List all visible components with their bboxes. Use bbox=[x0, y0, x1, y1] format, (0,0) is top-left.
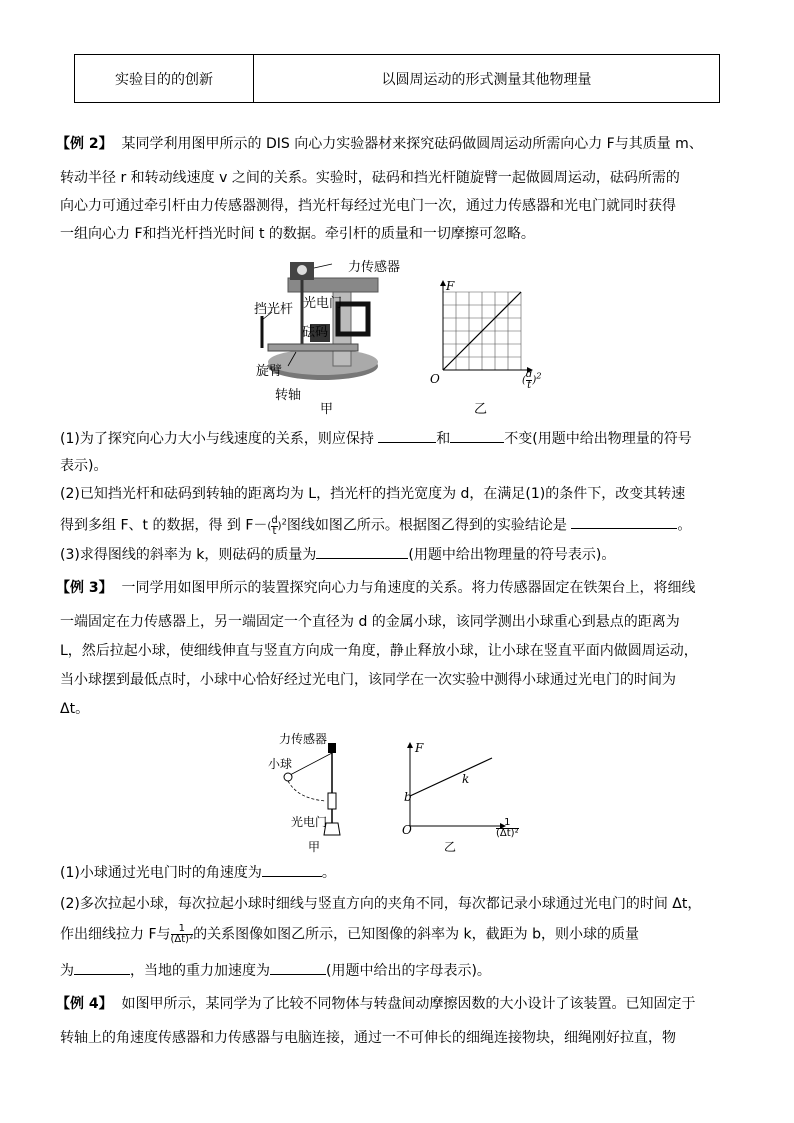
ex3-xlabel: $\frac{1}{\text{(Δt)²}}$ bbox=[496, 817, 519, 839]
ex2-xlabel: ( $\frac{d}{t}$ )$^2$ bbox=[522, 369, 542, 391]
answer-blank[interactable] bbox=[270, 960, 326, 975]
ex2-line4: 一组向心力 F和挡光杆挡光时间 t 的数据。牵引杆的质量和一切摩擦可忽略。 bbox=[60, 226, 535, 242]
ex2-origin: O bbox=[430, 372, 440, 386]
label-weight: 砝码 bbox=[302, 325, 329, 340]
force-sensor bbox=[328, 743, 336, 753]
ex2-q2: (2)已知挡光杆和砝码到转轴的距离均为 L，挡光杆的挡光宽度为 d，在满足(1)的条件下，改变其转速 bbox=[60, 486, 686, 502]
rotating-arm bbox=[268, 344, 358, 351]
ex2-q3: (3)求得图线的斜率为 k，则砝码的质量为 (用题中给出物理量的符号表示)。 bbox=[60, 544, 615, 565]
ex2-line1: 【例 2】 某同学利用图甲所示的 DIS 向心力实验器材来探究砝码做圆周运动所需向心力 F与其质量 m、 bbox=[56, 136, 703, 152]
ex3-label-force-sensor: 力传感器 bbox=[279, 732, 328, 746]
ex3-origin: O bbox=[402, 823, 412, 837]
ex3-line4: 当小球摆到最低点时，小球中心恰好经过光电门，该同学在一次实验中测得小球通过光电门的时间为 bbox=[60, 672, 676, 688]
ex2-q1: (1)为了探究向心力大小与线速度的关系，则应保持 和 不变(用题中给出物理量的符号 bbox=[60, 428, 692, 449]
ex2-caption-jia: 甲 bbox=[320, 402, 334, 417]
photogate bbox=[328, 793, 336, 809]
table-cell-left: 实验目的的创新 bbox=[75, 55, 254, 103]
label-force-sensor: 力传感器 bbox=[348, 260, 401, 275]
ex3-label-photogate: 光电门 bbox=[291, 815, 328, 829]
ex3-caption-yi: 乙 bbox=[444, 840, 457, 854]
ex2-line2: 转动半径 r 和转动线速度 v 之间的关系。实验时，砝码和挡光杆随旋臂一起做圆周运动，砝码所需的 bbox=[60, 170, 680, 186]
ex2-line3: 向心力可通过牵引杆由力传感器测得，挡光杆每经过光电门一次，通过力传感器和光电门就同时获得 bbox=[60, 198, 676, 214]
ex3-q2-cont2: 为 ，当地的重力加速度为 (用题中给出的字母表示)。 bbox=[60, 960, 491, 981]
answer-blank[interactable] bbox=[450, 428, 504, 443]
ex4-tag: 【例 4】 bbox=[56, 996, 113, 1012]
graph-line bbox=[410, 758, 492, 796]
answer-blank[interactable] bbox=[74, 960, 130, 975]
ex3-line5: Δt。 bbox=[60, 701, 90, 717]
ex3-tag: 【例 3】 bbox=[56, 580, 113, 596]
ex3-axis-F: F bbox=[415, 741, 424, 755]
label-rotating-arm: 旋臂 bbox=[256, 364, 283, 379]
label-axis: 转轴 bbox=[275, 388, 302, 403]
ex3-label-ball: 小球 bbox=[268, 757, 293, 771]
ball bbox=[284, 773, 292, 781]
ex2-q2-cont: 得到多组 F、t 的数据，得 到 F－( $\frac{d}{t}$ )$^2$图线如图乙所示。根据图乙得到的实验结论是 。 bbox=[60, 514, 692, 537]
ex2-caption-yi: 乙 bbox=[474, 402, 488, 417]
label-photogate: 光电门 bbox=[303, 296, 343, 311]
answer-blank[interactable] bbox=[571, 514, 677, 529]
ex3-slope-k: k bbox=[462, 772, 470, 786]
ex3-line3: L，然后拉起小球，使细线伸直与竖直方向成一角度，静止释放小球，让小球在竖直平面内做圆周运动， bbox=[60, 643, 698, 659]
ex3-q2-cont: 作出细线拉力 F与 $\frac{1}{\text{(Δt)²}}$ 的关系图像如图乙所示，已知图像的斜率为 k，截距为 b，则小球的质量 bbox=[60, 923, 639, 945]
ex2-tag: 【例 2】 bbox=[56, 136, 113, 152]
ex2-q1-cont: 表示)。 bbox=[60, 458, 108, 474]
ex4-line2: 转轴上的角速度传感器和力传感器与电脑连接，通过一不可伸长的细绳连接物块，细绳刚好拉直，物 bbox=[60, 1030, 676, 1046]
ex3-intercept-b: b bbox=[404, 790, 412, 804]
summary-table bbox=[74, 54, 720, 103]
answer-blank[interactable] bbox=[316, 544, 408, 559]
ex2-axis-F: F bbox=[446, 279, 455, 293]
ex3-caption-jia: 甲 bbox=[308, 840, 321, 854]
ex3-graph bbox=[396, 740, 511, 835]
answer-blank[interactable] bbox=[378, 428, 436, 443]
ex4-line1: 【例 4】 如图甲所示，某同学为了比较不同物体与转盘间动摩擦因数的大小设计了该装置。已知固定于 bbox=[56, 996, 696, 1012]
ex3-q1: (1)小球通过光电门时的角速度为 。 bbox=[60, 862, 336, 883]
label-light-rod: 挡光杆 bbox=[254, 302, 294, 317]
ex3-line1: 【例 3】 一同学用如图甲所示的装置探究向心力与角速度的关系。将力传感器固定在铁架台上，将细线 bbox=[56, 580, 696, 596]
ex3-line2: 一端固定在力传感器上，另一端固定一个直径为 d 的金属小球，该同学测出小球重心到悬点的距离为 bbox=[60, 614, 680, 630]
table-cell-right: 以圆周运动的形式测量其他物理量 bbox=[254, 55, 720, 103]
answer-blank[interactable] bbox=[262, 862, 322, 877]
ex3-q2: (2)多次拉起小球，每次拉起小球时细线与竖直方向的夹角不同，每次都记录小球通过光电门的时间 Δt， bbox=[60, 896, 702, 912]
